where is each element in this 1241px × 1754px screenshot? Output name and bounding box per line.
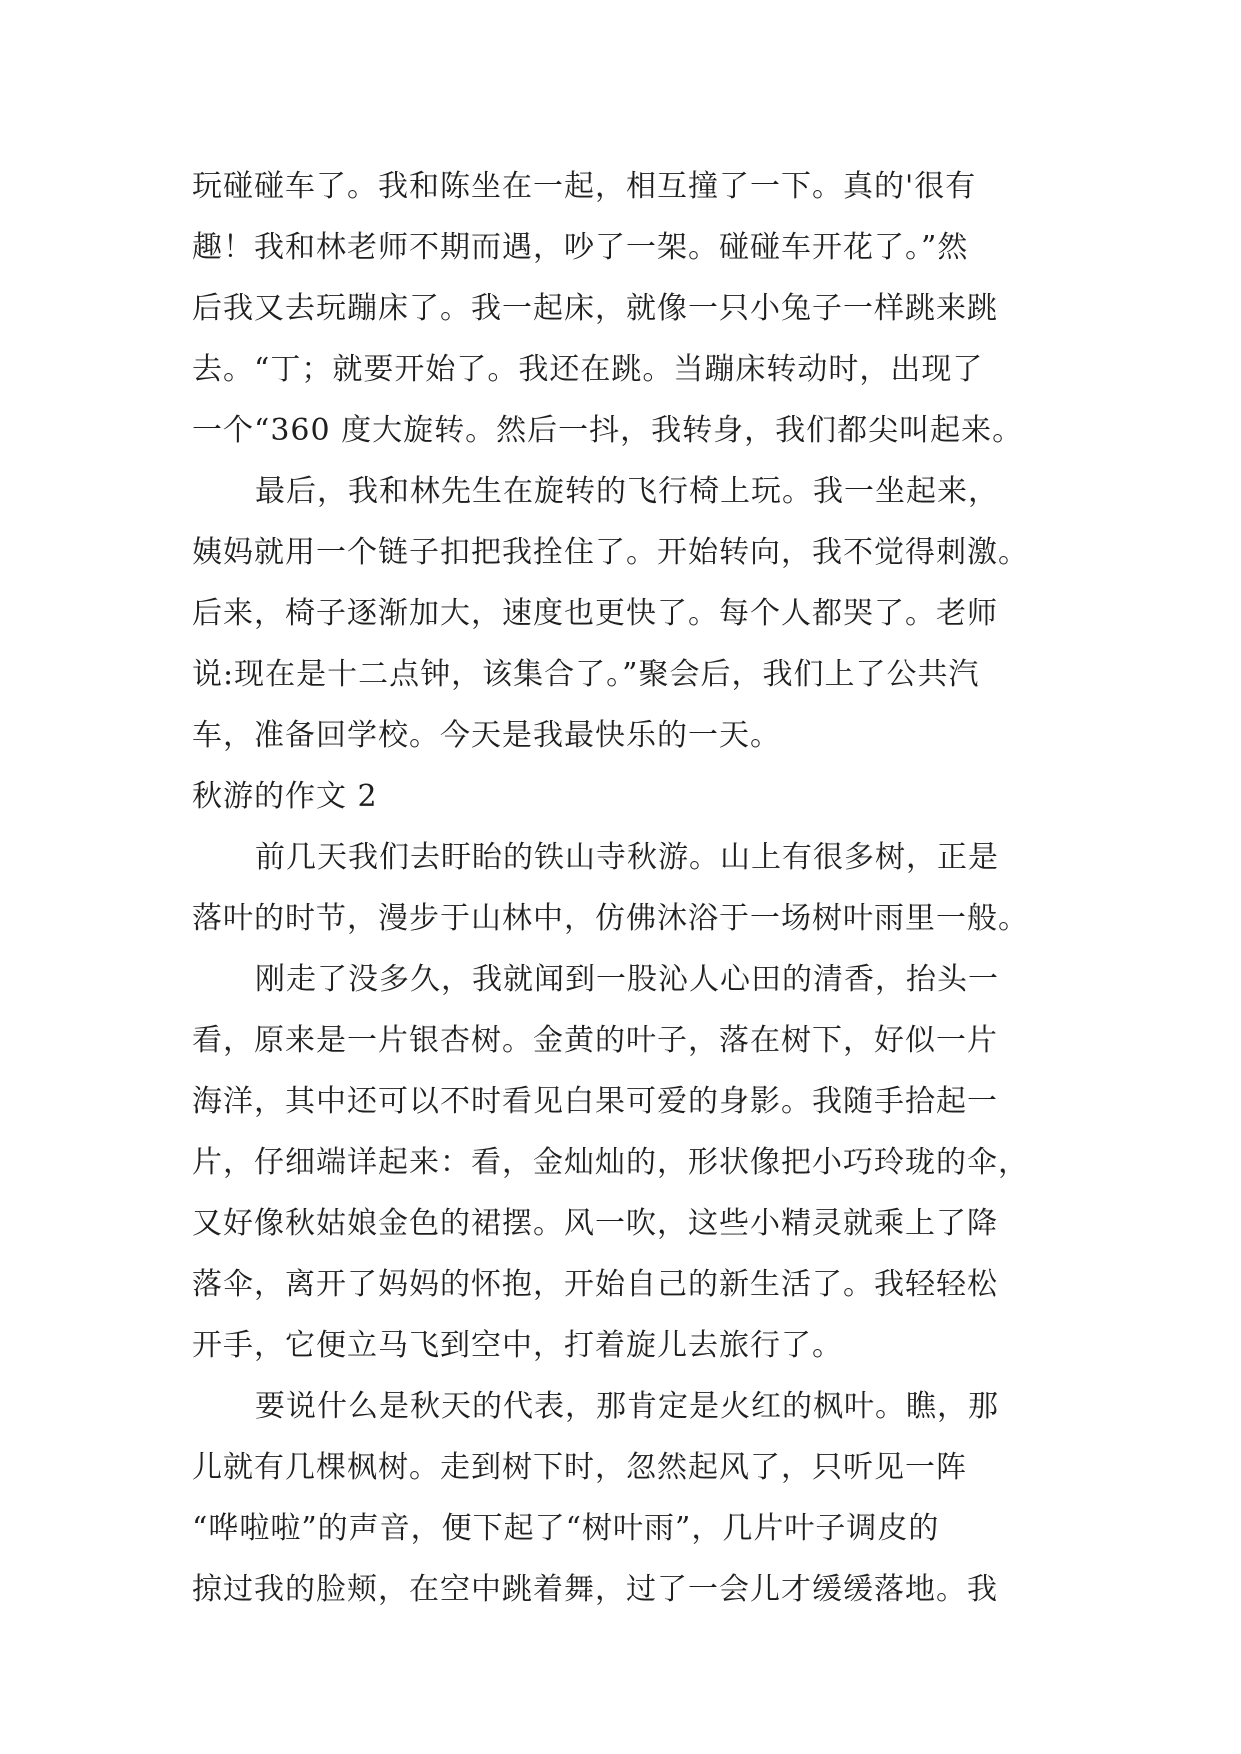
- text-line: 趣！我和林老师不期而遇，吵了一架。碰碰车开花了。”然: [192, 230, 969, 265]
- text-line: 一个“360 度大旋转。然后一抖，我转身，我们都尖叫起来。: [192, 413, 1024, 448]
- paragraph-start-line: 前几天我们去盱眙的铁山寺秋游。山上有很多树，正是: [255, 840, 999, 875]
- text-line: 车，准备回学校。今天是我最快乐的一天。: [192, 718, 781, 753]
- text-line: 说:现在是十二点钟，该集合了。”聚会后，我们上了公共汽: [192, 657, 980, 692]
- text-line: 开手，它便立马飞到空中，打着旋儿去旅行了。: [192, 1328, 843, 1363]
- text-line: 落叶的时节，漫步于山林中，仿佛沐浴于一场树叶雨里一般。: [192, 901, 1029, 936]
- text-line: 看，原来是一片银杏树。金黄的叶子，落在树下，好似一片: [192, 1023, 998, 1058]
- text-line: 掠过我的脸颊，在空中跳着舞，过了一会儿才缓缓落地。我: [192, 1572, 998, 1607]
- text-line: 去。“丁；就要开始了。我还在跳。当蹦床转动时，出现了: [192, 352, 984, 387]
- paragraph-start-line: 要说什么是秋天的代表，那肯定是火红的枫叶。瞧，那: [255, 1389, 999, 1424]
- text-line: 姨妈就用一个链子扣把我拴住了。开始转向，我不觉得刺激。: [192, 535, 1029, 570]
- text-line: 海洋，其中还可以不时看见白果可爱的身影。我随手拾起一: [192, 1084, 998, 1119]
- text-line: 玩碰碰车了。我和陈坐在一起，相互撞了一下。真的'很有: [192, 169, 977, 204]
- text-line: 片，仔细端详起来：看，金灿灿的，形状像把小巧玲珑的伞，: [192, 1145, 1029, 1180]
- text-line: 落伞，离开了妈妈的怀抱，开始自己的新生活了。我轻轻松: [192, 1267, 998, 1302]
- text-line: 后来，椅子逐渐加大，速度也更快了。每个人都哭了。老师: [192, 596, 998, 631]
- text-line: 儿就有几棵枫树。走到树下时，忽然起风了，只听见一阵: [192, 1450, 967, 1485]
- section-heading: 秋游的作文 2: [192, 779, 378, 814]
- text-line: 又好像秋姑娘金色的裙摆。风一吹，这些小精灵就乘上了降: [192, 1206, 998, 1241]
- paragraph-start-line: 最后，我和林先生在旋转的飞行椅上玩。我一坐起来，: [255, 474, 999, 509]
- text-line: 后我又去玩蹦床了。我一起床，就像一只小兔子一样跳来跳: [192, 291, 998, 326]
- text-line: “哗啦啦”的声音，便下起了“树叶雨”，几片叶子调皮的: [192, 1511, 940, 1546]
- document-body: [192, 156, 1052, 1620]
- paragraph-start-line: 刚走了没多久，我就闻到一股沁人心田的清香，抬头一: [255, 962, 999, 997]
